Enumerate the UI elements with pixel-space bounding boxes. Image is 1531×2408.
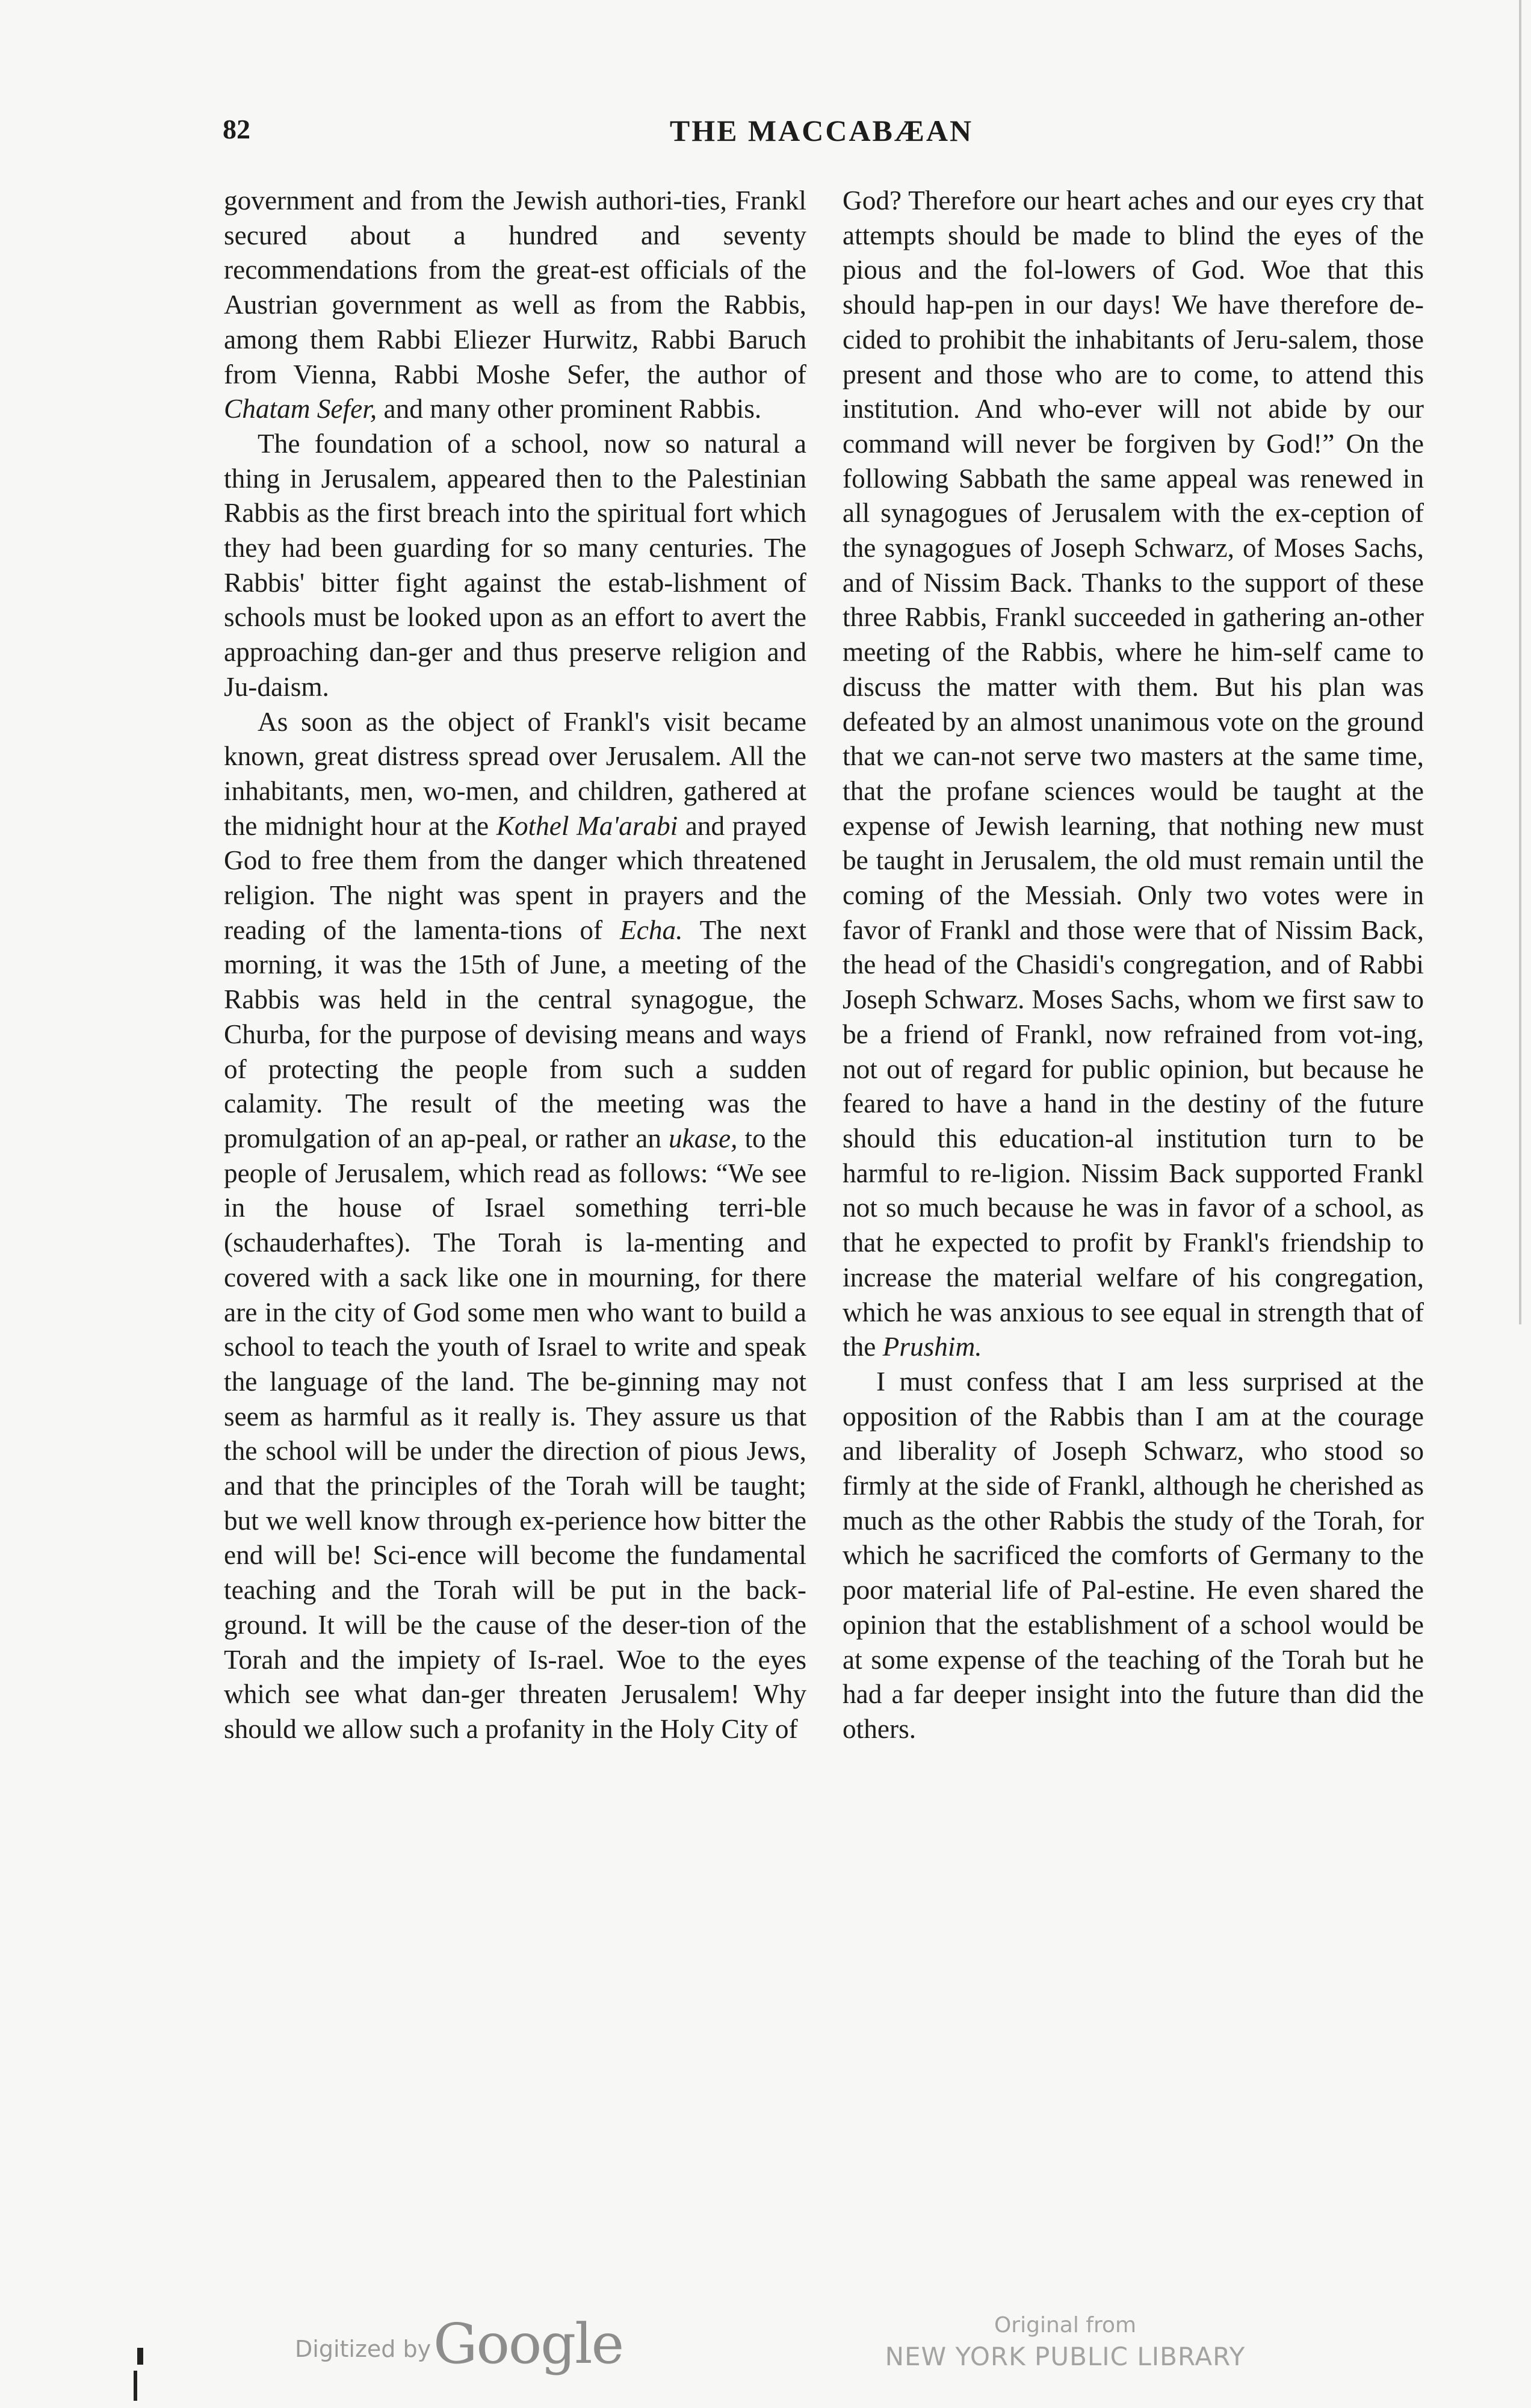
- running-title: THE MACCABÆAN: [669, 114, 974, 147]
- text-run: government and from the Jewish authori-ties, Frankl secured about a hundred and seventy recommendations from the great-est officials of the Austrian government as well as from the Rabbis, among them Rabbi Eliezer Hurwitz, Rabbi Baruch from Vienna, Rabbi Moshe Sefer, the author of: [224, 185, 806, 389]
- page-header: [223, 113, 1420, 155]
- page-number: 82: [223, 114, 250, 144]
- text-run: The next morning, it was the 15th of June, a meeting of the Rabbis was held in the central synagogue, the Churba, for the purpose of devising means and ways of protecting the people from such a sudden calamity. The result of the meeting was the promulgation of an ap-peal, or rather an: [224, 914, 806, 1153]
- italic-text: Prushim.: [882, 1332, 982, 1362]
- scan-edge-mark: [1519, 0, 1521, 1324]
- library-name: NEW YORK PUBLIC LIBRARY: [885, 2342, 1246, 2371]
- text-run: As soon as the object of Frankl's visit became known, great distress spread over Jerusalem. All the inhabitants, men, wo-men, and children, gathered at the midnight hour at the: [224, 706, 806, 841]
- right-column: [843, 184, 1424, 1747]
- paragraph: [224, 427, 806, 705]
- google-logo: Google: [433, 2312, 623, 2376]
- text-run: and many other prominent Rabbis.: [377, 394, 762, 424]
- text-run: to the people of Jerusalem, which read as follows: “We see in the house of Israel something terri-ble (schauderhaftes). The Torah is la-menting and covered with a sack like one in mourning, for there are in the city of God some men who want to build a school to teach the youth of Israel to write and speak the language of the land. The be-ginning may not seem as harmful as it really is. They assure us that the school will be under the direction of pious Jews, and that the principles of the Torah will be taught; but we well know through ex-perience how bitter the end will be! Sci-ence will become the fundamental teaching and the Torah will be put in the back-ground. It will be the cause of the deser-tion of the Torah and the impiety of Is-rael. Woe to the eyes which see what dan-ger threaten Jerusalem! Why should we allow such a profanity in the Holy City of: [224, 1123, 806, 1744]
- italic-text: Chatam Sefer,: [224, 394, 377, 424]
- paragraph: [224, 705, 806, 1747]
- digitized-by-label: Digitized by: [295, 2336, 431, 2362]
- left-column: [224, 184, 806, 1747]
- text-run: and prayed God to free them from the danger which threatened religion. The night was spent in prayers and the reading of the lamenta-tions of: [224, 810, 806, 945]
- paragraph: [843, 1365, 1424, 1747]
- paragraph: [843, 184, 1424, 1365]
- text-run: I must confess that I am less surprised at the opposition of the Rabbis than I am at the courage and liberality of Joseph Schwarz, who stood so firmly at the side of Frankl, although he cherished as much as the other Rabbis the study of the Torah, for which he sacrificed the comforts of Germany to the poor material life of Pal-estine. He even shared the opinion that the establishment of a school would be at some expense of the teaching of the Torah but he had a far deeper insight into the future than did the others.: [843, 1366, 1424, 1744]
- original-from-label: Original from: [994, 2313, 1137, 2338]
- scan-edge-mark: [134, 2371, 137, 2401]
- italic-text: ukase,: [669, 1123, 738, 1153]
- page-footer: [0, 2312, 1531, 2384]
- italic-text: Kothel Ma'arabi: [496, 810, 678, 841]
- text-run: The foundation of a school, now so natural a thing in Jerusalem, appeared then to the Palestinian Rabbis as the first breach into the spiritual fort which they had been guarding for so many centuries. The Rabbis' bitter fight against the estab-lishment of schools must be looked upon as an effort to avert the approaching dan-ger and thus preserve religion and Ju-daism.: [224, 428, 806, 702]
- scan-edge-mark: [137, 2348, 143, 2365]
- italic-text: Echa.: [620, 914, 683, 945]
- text-run: God? Therefore our heart aches and our eyes cry that attempts should be made to blind the eyes of the pious and the fol-lowers of God. Woe that this should hap-pen in our days! We have therefore de-cided to prohibit the inhabitants of Jeru-salem, those present and those who are to come, to attend this institution. And who-ever will not abide by our command will never be forgiven by God!” On the following Sabbath the same appeal was renewed in all synagogues of Jerusalem with the ex-ception of the synagogues of Joseph Schwarz, of Moses Sachs, and of Nissim Back. Thanks to the support of these three Rabbis, Frankl succeeded in gathering an-other meeting of the Rabbis, where he him-self came to discuss the matter with them. But his plan was defeated by an almost unanimous vote on the ground that we can-not serve two masters at the same time, that the profane sciences would be taught at the expense of Jewish learning, that nothing new must be taught in Jerusalem, the old must remain until the coming of the Messiah. Only two votes were in favor of Frankl and those were that of Nissim Back, the head of the Chasidi's congregation, and of Rabbi Joseph Schwarz. Moses Sachs, whom we first saw to be a friend of Frankl, now refrained from vot-ing, not out of regard for public opinion, but because he feared to have a hand in the destiny of the future should this education-al institution turn to be harmful to re-ligion. Nissim Back supported Frankl not so much because he was in favor of a school, as that he expected to profit by Frankl's friendship to increase the material welfare of his congregation, which he was anxious to see equal in strength that of the: [843, 185, 1424, 1362]
- paragraph: [224, 184, 806, 427]
